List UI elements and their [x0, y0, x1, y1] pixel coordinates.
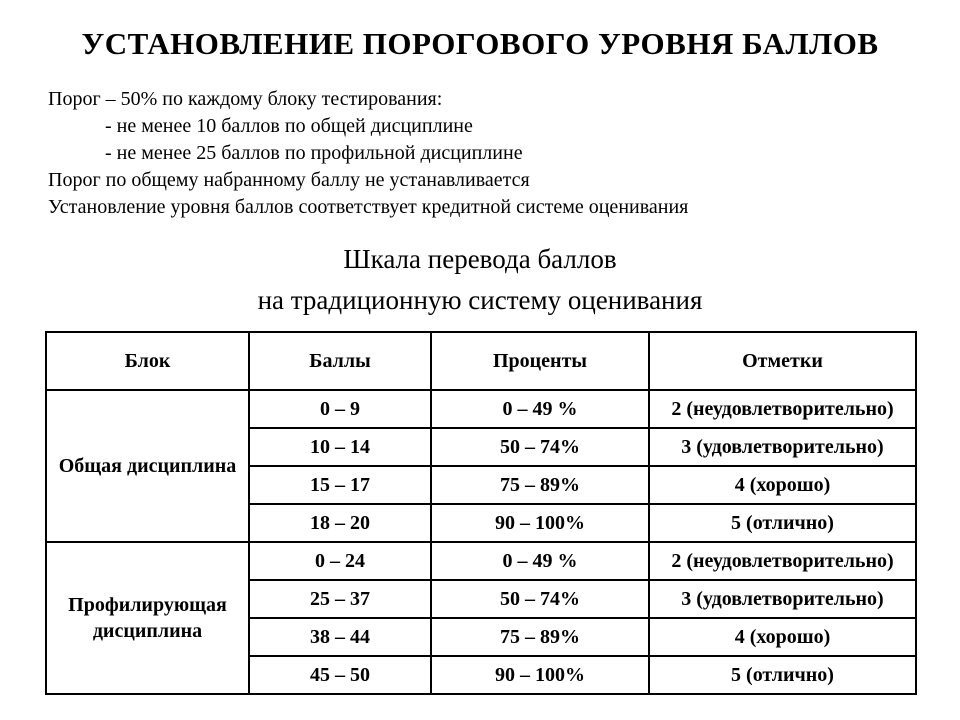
- percent-cell: 0 – 49 %: [431, 390, 649, 428]
- percent-cell: 50 – 74%: [431, 580, 649, 618]
- mark-cell: 3 (удовлетворительно): [649, 428, 916, 466]
- percent-cell: 90 – 100%: [431, 504, 649, 542]
- intro-line-threshold: Порог – 50% по каждому блоку тестирования:: [48, 88, 443, 110]
- header-percent: Проценты: [431, 332, 649, 390]
- table-title: [0, 239, 960, 321]
- block-name-cell: Общая дисциплина: [46, 390, 249, 542]
- mark-cell: 3 (удовлетворительно): [649, 580, 916, 618]
- points-cell: 0 – 24: [249, 542, 431, 580]
- intro-bullet-general: - не менее 10 баллов по общей дисциплине: [105, 115, 473, 137]
- intro-bullet-profile: - не менее 25 баллов по профильной дисциплине: [105, 142, 523, 164]
- intro-text-block: [48, 86, 928, 221]
- intro-line-credit-system: Установление уровня баллов соответствует кредитной системе оценивания: [48, 196, 689, 218]
- mark-cell: 5 (отлично): [649, 656, 916, 694]
- percent-cell: 75 – 89%: [431, 618, 649, 656]
- table-row: [46, 542, 916, 580]
- percent-cell: 75 – 89%: [431, 466, 649, 504]
- percent-cell: 90 – 100%: [431, 656, 649, 694]
- header-points: Баллы: [249, 332, 431, 390]
- block-name-cell: Профилирующая дисциплина: [46, 542, 249, 694]
- points-cell: 38 – 44: [249, 618, 431, 656]
- points-cell: 18 – 20: [249, 504, 431, 542]
- mark-cell: 5 (отлично): [649, 504, 916, 542]
- points-cell: 45 – 50: [249, 656, 431, 694]
- mark-cell: 2 (неудовлетворительно): [649, 542, 916, 580]
- mark-cell: 4 (хорошо): [649, 618, 916, 656]
- points-cell: 25 – 37: [249, 580, 431, 618]
- score-conversion-table: [45, 331, 917, 695]
- mark-cell: 4 (хорошо): [649, 466, 916, 504]
- intro-line-total-score: Порог по общему набранному баллу не устанавливается: [48, 169, 530, 191]
- points-cell: 0 – 9: [249, 390, 431, 428]
- points-cell: 15 – 17: [249, 466, 431, 504]
- percent-cell: 0 – 49 %: [431, 542, 649, 580]
- header-marks: Отметки: [649, 332, 916, 390]
- table-row: [46, 390, 916, 428]
- table-header-row: [46, 332, 916, 390]
- page-title: УСТАНОВЛЕНИЕ ПОРОГОВОГО УРОВНЯ БАЛЛОВ: [81, 26, 879, 61]
- table-title-line-1: Шкала перевода баллов: [343, 244, 617, 274]
- table-title-line-2: на традиционную систему оценивания: [257, 285, 703, 315]
- percent-cell: 50 – 74%: [431, 428, 649, 466]
- slide-page: [0, 26, 960, 720]
- mark-cell: 2 (неудовлетворительно): [649, 390, 916, 428]
- points-cell: 10 – 14: [249, 428, 431, 466]
- header-block: Блок: [46, 332, 249, 390]
